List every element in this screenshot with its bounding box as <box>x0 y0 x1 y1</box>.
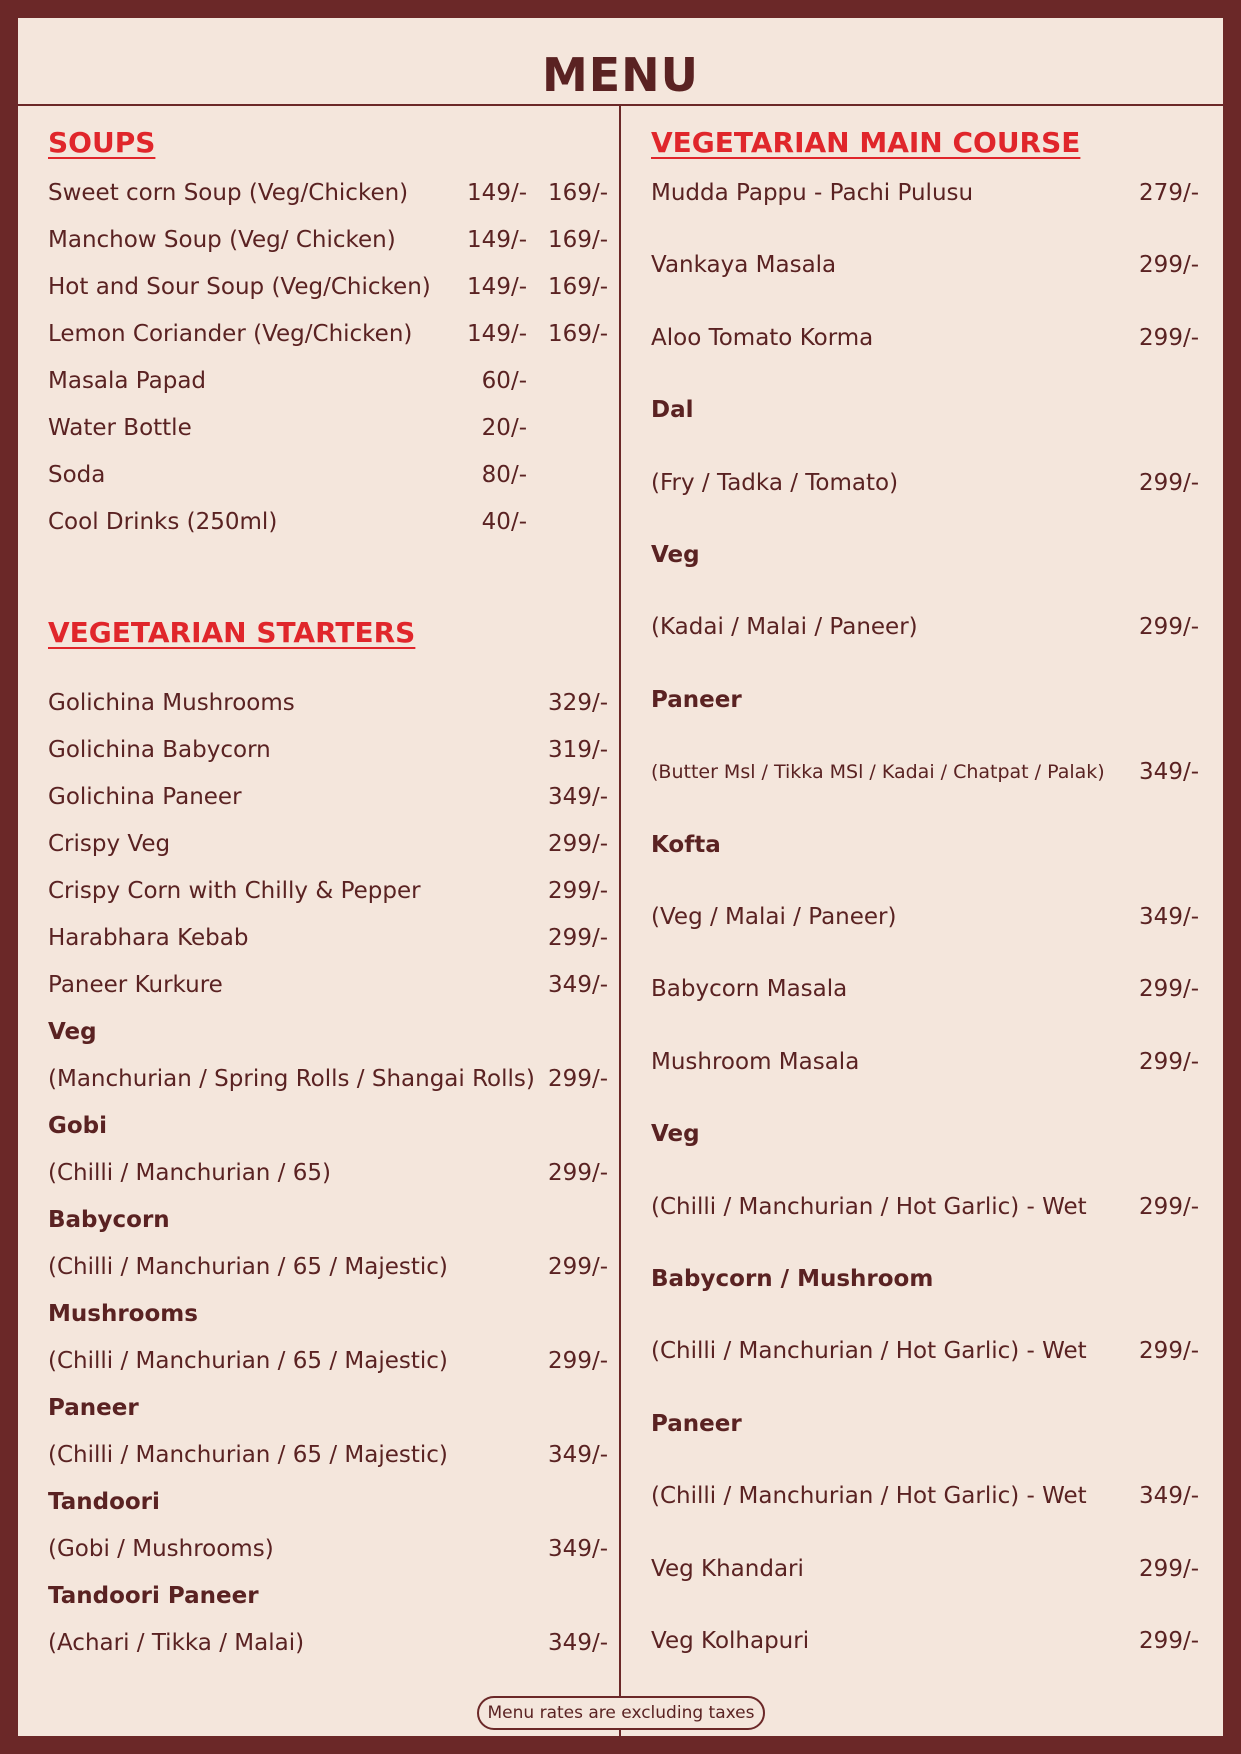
item-price: 299/- <box>548 1160 608 1186</box>
veg-main-heading: VEGETARIAN MAIN COURSE <box>651 126 1081 159</box>
veg-price: 20/- <box>481 415 527 441</box>
menu-item-row <box>651 607 1199 647</box>
menu-item-row <box>651 680 1199 720</box>
menu-item-row <box>651 535 1199 575</box>
menu-item-row <box>651 1042 1199 1082</box>
veg-price: 149/- <box>467 274 527 300</box>
menu-subheading: Tandoori <box>48 1489 160 1515</box>
menu-item-row <box>651 1187 1199 1227</box>
item-name: (Chilli / Manchurian / 65 / Majestic) <box>48 1442 448 1468</box>
item-price: 299/- <box>1139 614 1199 641</box>
item-price: 299/- <box>548 831 608 857</box>
item-price: 299/- <box>1139 252 1199 279</box>
menu-item-row <box>48 1153 608 1193</box>
menu-item-row <box>48 314 608 354</box>
menu-item-row <box>48 408 608 448</box>
menu-item-row <box>651 245 1199 285</box>
item-name: Masala Papad <box>48 368 207 394</box>
chicken-price: 169/- <box>548 321 608 347</box>
item-name: Mudda Pappu - Pachi Pulusu <box>651 180 974 206</box>
item-name: Crispy Veg <box>48 831 171 857</box>
menu-item-row <box>48 173 608 213</box>
item-name: Babycorn Masala <box>651 976 848 1003</box>
menu-item-row <box>48 730 608 770</box>
item-name: Cool Drinks (250ml) <box>48 509 278 535</box>
menu-item-row <box>651 969 1199 1009</box>
menu-item-row <box>48 1529 608 1569</box>
item-name: Hot and Sour Soup (Veg/Chicken) <box>48 274 431 300</box>
menu-subheading: Gobi <box>48 1113 108 1139</box>
menu-subheading: Paneer <box>48 1395 139 1421</box>
menu-item-row <box>48 361 608 401</box>
menu-sheet <box>18 18 1223 1736</box>
item-price: 349/- <box>1139 1483 1199 1510</box>
item-name: (Manchurian / Spring Rolls / Shangai Rolls) <box>48 1066 535 1092</box>
menu-item-row <box>651 1404 1199 1444</box>
menu-item-row <box>48 824 608 864</box>
menu-item-row <box>48 918 608 958</box>
menu-item-row <box>651 390 1199 430</box>
menu-title: MENU <box>541 48 700 102</box>
item-name: Mushroom Masala <box>651 1048 860 1075</box>
item-price: 299/- <box>1139 1555 1199 1582</box>
item-price: 349/- <box>548 1536 608 1562</box>
menu-subheading: Veg <box>651 1121 700 1148</box>
item-price: 299/- <box>1139 1193 1199 1220</box>
menu-subheading: Paneer <box>651 1410 742 1437</box>
item-name: Aloo Tomato Korma <box>651 324 874 351</box>
menu-item-row <box>48 1388 608 1428</box>
menu-item-row <box>651 897 1199 937</box>
item-price: 299/- <box>548 1348 608 1374</box>
menu-item-row <box>48 267 608 307</box>
menu-item-row <box>48 1247 608 1287</box>
soups-heading: SOUPS <box>48 126 156 159</box>
item-price: 349/- <box>1139 759 1199 786</box>
item-name: (Chilli / Manchurian / 65 / Majestic) <box>48 1348 448 1374</box>
menu-item-row <box>48 1059 608 1099</box>
menu-item-row <box>48 220 608 260</box>
menu-item-row <box>651 752 1199 792</box>
menu-item-row <box>48 455 608 495</box>
menu-subheading: Dal <box>651 397 694 424</box>
menu-item-row <box>651 825 1199 865</box>
item-price: 349/- <box>548 1630 608 1656</box>
menu-subheading: Babycorn / Mushroom <box>651 1266 934 1292</box>
item-name: Sweet corn Soup (Veg/Chicken) <box>48 180 409 206</box>
item-price: 299/- <box>1139 1628 1199 1654</box>
menu-item-row <box>48 1576 608 1616</box>
item-price: 299/- <box>1139 1338 1199 1365</box>
item-price: 319/- <box>548 737 608 763</box>
veg-starters-heading: VEGETARIAN STARTERS <box>48 616 416 649</box>
item-price: 279/- <box>1139 180 1199 206</box>
item-name: Paneer Kurkure <box>48 972 223 998</box>
menu-item-row <box>48 1012 608 1052</box>
menu-item-row <box>48 1435 608 1475</box>
menu-subheading: Babycorn <box>48 1207 170 1233</box>
tax-note: Menu rates are excluding taxes <box>477 1696 765 1730</box>
veg-price: 60/- <box>481 368 527 394</box>
menu-item-row <box>48 965 608 1005</box>
menu-subheading: Veg <box>48 1019 97 1045</box>
menu-item-row <box>48 871 608 911</box>
item-price: 349/- <box>548 972 608 998</box>
menu-item-row <box>48 1623 608 1663</box>
menu-item-row <box>651 173 1199 213</box>
item-name: (Fry / Tadka / Tomato) <box>651 469 899 496</box>
item-price: 299/- <box>548 878 608 904</box>
chicken-price: 169/- <box>548 274 608 300</box>
item-name: Veg Kolhapuri <box>651 1628 810 1654</box>
item-price: 299/- <box>548 1066 608 1092</box>
veg-price: 149/- <box>467 180 527 206</box>
veg-price: 80/- <box>481 462 527 488</box>
item-name: (Butter Msl / Tikka MSl / Kadai / Chatpat / Palak) <box>651 761 1105 784</box>
item-price: 349/- <box>548 784 608 810</box>
item-name: Soda <box>48 462 106 488</box>
menu-item-row <box>651 1476 1199 1516</box>
item-name: Golichina Mushrooms <box>48 690 295 716</box>
menu-item-row <box>651 1549 1199 1589</box>
menu-item-row <box>651 1259 1199 1299</box>
menu-item-row <box>48 502 608 542</box>
menu-subheading: Mushrooms <box>48 1301 198 1327</box>
item-name: (Achari / Tikka / Malai) <box>48 1630 305 1656</box>
menu-item-row <box>48 777 608 817</box>
veg-price: 149/- <box>467 227 527 253</box>
item-name: Veg Khandari <box>651 1555 804 1582</box>
item-name: Golichina Babycorn <box>48 737 271 763</box>
menu-subheading: Paneer <box>651 686 742 713</box>
menu-item-row <box>48 1482 608 1522</box>
item-name: Golichina Paneer <box>48 784 242 810</box>
menu-subheading: Kofta <box>651 831 721 858</box>
chicken-price: 169/- <box>548 180 608 206</box>
menu-item-row <box>48 1341 608 1381</box>
item-name: (Chilli / Manchurian / Hot Garlic) - Wet <box>651 1483 1087 1510</box>
item-price: 329/- <box>548 690 608 716</box>
veg-price: 149/- <box>467 321 527 347</box>
item-price: 299/- <box>548 925 608 951</box>
menu-subheading: Veg <box>651 542 700 568</box>
item-name: Vankaya Masala <box>651 252 837 279</box>
item-price: 349/- <box>1139 904 1199 930</box>
item-name: (Chilli / Manchurian / Hot Garlic) - Wet <box>651 1193 1087 1220</box>
item-name: (Gobi / Mushrooms) <box>48 1536 274 1562</box>
menu-item-row <box>48 1200 608 1240</box>
menu-subheading: Tandoori Paneer <box>48 1583 259 1609</box>
menu-item-row <box>651 1114 1199 1154</box>
item-price: 299/- <box>1139 976 1199 1003</box>
item-name: Crispy Corn with Chilly & Pepper <box>48 878 421 904</box>
item-name: Lemon Coriander (Veg/Chicken) <box>48 321 413 347</box>
item-name: Harabhara Kebab <box>48 925 249 951</box>
menu-item-row <box>651 318 1199 358</box>
item-name: (Chilli / Manchurian / Hot Garlic) - Wet <box>651 1338 1087 1365</box>
veg-price: 40/- <box>481 509 527 535</box>
item-name: Manchow Soup (Veg/ Chicken) <box>48 227 396 253</box>
item-name: Water Bottle <box>48 415 192 441</box>
item-name: (Veg / Malai / Paneer) <box>651 904 897 930</box>
menu-item-row <box>48 683 608 723</box>
menu-item-row <box>48 1106 608 1146</box>
chicken-price: 169/- <box>548 227 608 253</box>
column-divider <box>619 106 621 1736</box>
item-price: 349/- <box>548 1442 608 1468</box>
item-price: 299/- <box>1139 324 1199 351</box>
menu-item-row <box>651 463 1199 503</box>
item-name: (Chilli / Manchurian / 65 / Majestic) <box>48 1254 448 1280</box>
item-name: (Kadai / Malai / Paneer) <box>651 614 918 641</box>
item-price: 299/- <box>548 1254 608 1280</box>
menu-item-row <box>651 1621 1199 1661</box>
menu-item-row <box>651 1331 1199 1371</box>
item-name: (Chilli / Manchurian / 65) <box>48 1160 331 1186</box>
item-price: 299/- <box>1139 469 1199 496</box>
item-price: 299/- <box>1139 1048 1199 1075</box>
menu-item-row <box>48 1294 608 1334</box>
